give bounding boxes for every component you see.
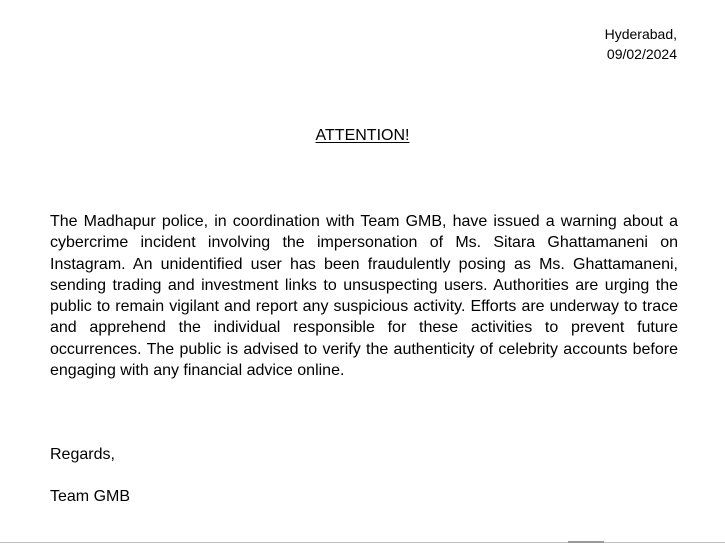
date-text: 09/02/2024: [606, 46, 677, 62]
place-text: Hyderabad,: [604, 26, 677, 42]
attention-heading: [0, 126, 725, 146]
body-paragraph: The Madhapur police, in coordination with Team GMB, have issued a warning about a cybercrime incident involving the impersonation of Ms. Sitara Ghattamaneni on Instagram. An unidentified user has been fraudulently posing as Ms. Ghattamaneni, sending trading and investment links to unsuspecting users. Authorities are urging the public to remain vigilant and report any suspicious activity. Efforts are underway to trace and apprehend the individual responsible for these activities to prevent future occurrences. The public is advised to verify the authenticity of celebrity accounts before engaging with any financial advice online.: [50, 213, 678, 380]
heading-text: ATTENTION!: [315, 127, 410, 144]
page-bottom-marker: [568, 541, 604, 543]
closing-text: Regards,: [50, 446, 115, 463]
signature-text: Team GMB: [50, 488, 131, 505]
place-date-block: [605, 24, 677, 64]
page-bottom-divider: [0, 542, 725, 543]
